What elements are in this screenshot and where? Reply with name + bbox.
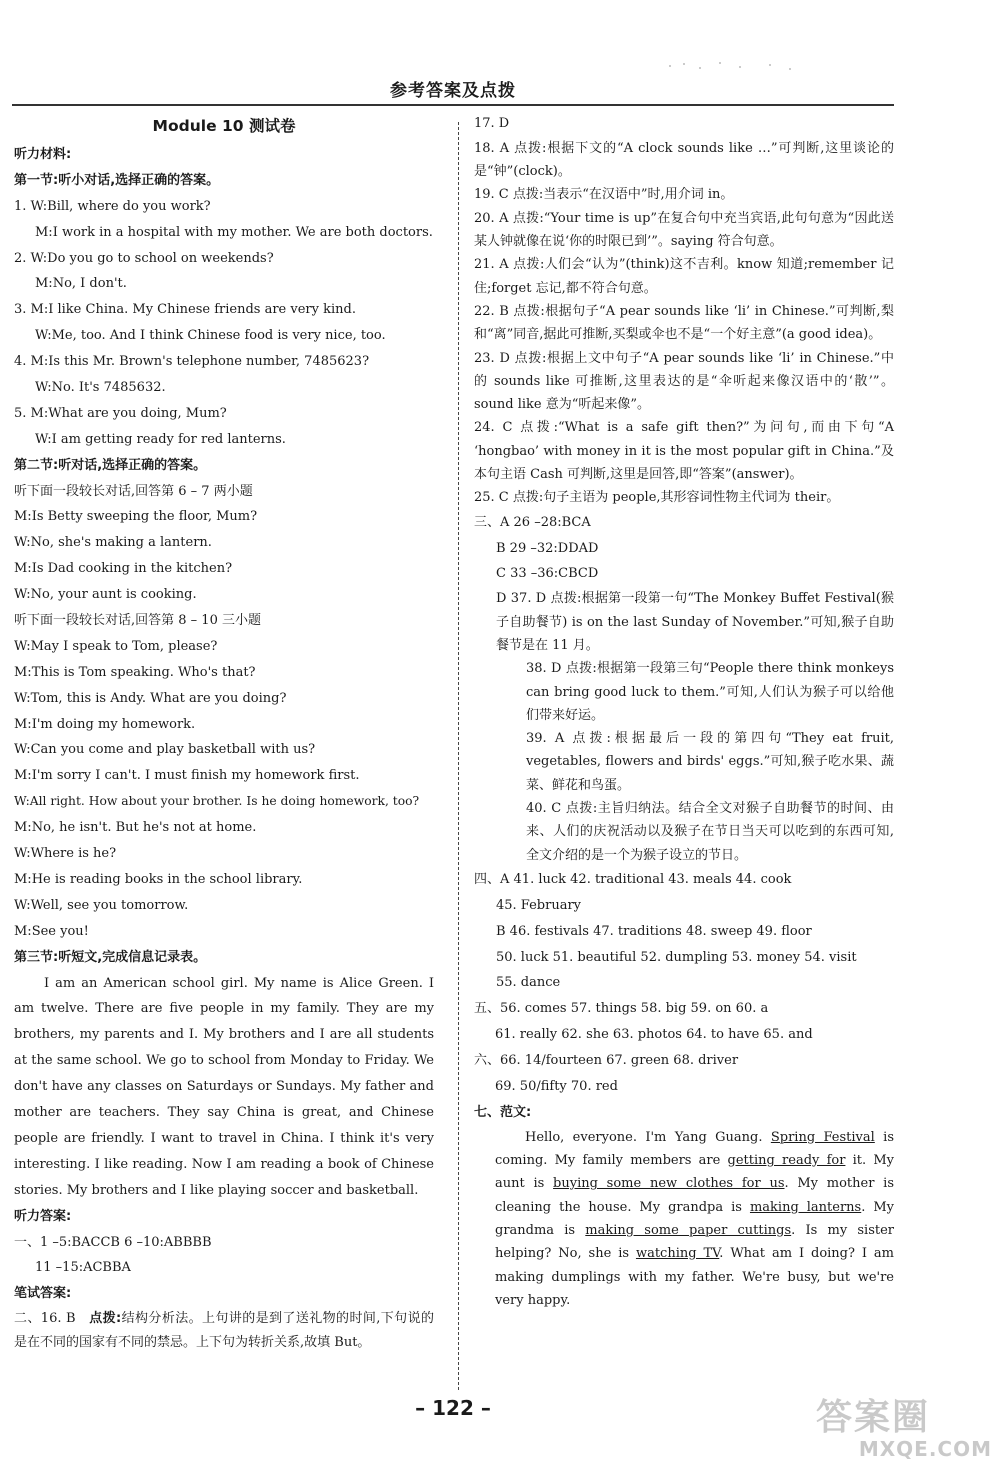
listening-answers-line: 一、1 –5:BACCB 6 –10:ABBBB (14, 1234, 212, 1250)
dialogue-line: W:Tom, this is Andy. What are you doing? (14, 690, 287, 706)
section-3c-answers: C 33 –36:CBCD (496, 566, 599, 582)
answer-number: 二、16. B (14, 1311, 76, 1327)
dialogue-line: 5. M:What are you doing, Mum? (14, 405, 227, 421)
section-4b-answers: B 46. festivals 47. traditions 48. sweep 49. floor (496, 923, 812, 939)
answer-21: 21. A 点拨:人们会“认为”(think)这不吉利。know 知道;remember 记住;forget 忘记,都不符合句意。 (474, 257, 894, 296)
section-4b-answers-cont: 50. luck 51. beautiful 52. dumpling 53. money 54. visit (496, 949, 857, 965)
essay-text: it. My aunt is (495, 1153, 894, 1192)
listening-answers-label: 听力答案: (14, 1208, 72, 1224)
dialogue-line: M:Is Dad cooking in the kitchen? (14, 561, 233, 577)
section-6-answers: 六、66. 14/fourteen 67. green 68. driver (474, 1053, 739, 1069)
dialogue-line: W:I am getting ready for red lanterns. (35, 431, 286, 447)
dialogue-line: M:No, I don't. (35, 276, 127, 292)
dialogue-line: M:I work in a hospital with my mother. We are both doctors. (35, 224, 433, 240)
section-4b-answers-cont: 55. dance (496, 975, 561, 991)
dialogue-line: W:May I speak to Tom, please? (14, 638, 218, 654)
answer-22: 22. B 点拨:根据句子“A pear sounds like ‘li’ in Chinese.”可判断,梨和“离”同音,据此可推断,买梨或伞也不是“一个好主意”(a good idea)。 (474, 303, 894, 343)
dialogue-line: W:Well, see you tomorrow. (14, 897, 189, 913)
header-rule (12, 104, 894, 106)
dialogue-line: W:Can you come and play basketball with us? (14, 742, 316, 758)
watermark-cn: 答案圈 (816, 1397, 931, 1438)
watermark-en: MXQE.COM (858, 1437, 992, 1461)
answer-16 (14, 1307, 434, 1354)
essay-text: Hello, everyone. I'm Yang Guang. (525, 1129, 771, 1145)
essay-text: . My grandma is (495, 1199, 894, 1238)
page-header: 参考答案及点拨 (390, 81, 516, 101)
dialogue-line: M:See you! (14, 923, 89, 939)
dialogue-line: 3. M:I like China. My Chinese friends are very kind. (14, 302, 356, 318)
listening-passage: I am an American school girl. My name is Alice Green. I am twelve. There are five people in my family. They are my brothers, my parents and I. My brothers and I are all students at the same school. We go to school from Monday to Friday. We don't have any classes on Saturdays or Sundays. My father and mother are teachers. They say China is great, and Chinese people are friendly. I want to travel in China. I think it's very interesting. I like reading. Now I am reading a book of Chinese stories. My brothers and I like playing soccer and basketball. (14, 975, 434, 1198)
answer-39: 39. A 点拨:根据最后一段的第四句“They eat fruit, vegetables, flowers and birds' eggs.”可知,猴子吃水果、蔬菜、鲜花和鸟蛋。 (526, 731, 894, 793)
dialogue-line: M:I'm doing my homework. (14, 716, 196, 732)
hint-label: 点拨: (89, 1311, 122, 1327)
dialogue-line: M:No, he isn't. But he's not at home. (14, 820, 257, 836)
dialogue-line: W:No. It's 7485632. (35, 380, 166, 396)
answer-19: 19. C 点拨:当表示“在汉语中”时,用介词 in。 (474, 187, 734, 203)
essay-text: . What am I doing? I am making dumplings with my father. We're busy, but we're very happy. (495, 1246, 895, 1308)
section-5-answers-cont: 61. really 62. she 63. photos 64. to have 65. and (495, 1027, 813, 1043)
section-4a-answers: 四、A 41. luck 42. traditional 43. meals 44. cook (474, 871, 792, 887)
dialogue-line: 4. M:Is this Mr. Brown's telephone number, 7485623? (14, 354, 370, 370)
dialogue-line: M:I'm sorry I can't. I must finish my homework first. (14, 768, 360, 784)
answer-20: 20. A 点拨:“Your time is up”在复合句中充当宾语,此句句意为“因此送某人钟就像在说‘你的时限已到’”。saying 符合句意。 (474, 210, 894, 250)
section-3a-answers: 三、A 26 –28:BCA (474, 514, 591, 530)
section-3-heading: 第三节:听短文,完成信息记录表。 (14, 949, 207, 965)
dialogue-line: M:Is Betty sweeping the floor, Mum? (14, 509, 258, 525)
dialogue-instruction: 听下面一段较长对话,回答第 6 – 7 两小题 (14, 483, 253, 499)
page-number: – 122 – (415, 1396, 491, 1420)
answer-38: 38. D 点拨:根据第一段第三句“People there think monkeys can bring good luck to them.”可知,人们认为猴子可以给他们带来好运。 (526, 661, 894, 723)
section-6-answers-cont: 69. 50/fifty 70. red (495, 1079, 618, 1094)
listening-material-label: 听力材料: (14, 147, 72, 162)
test-title: Module 10 测试卷 (152, 117, 296, 135)
essay-text: . My mother is cleaning the house. My grandpa is (495, 1176, 895, 1215)
answer-explanation: 结构分析法。上句讲的是到了送礼物的时间,下句说的是在不同的国家有不同的禁忌。上下句为转折关系,故填 But。 (14, 1311, 434, 1350)
dialogue-line: M:This is Tom speaking. Who's that? (14, 664, 256, 680)
dialogue-line: 2. W:Do you go to school on weekends? (14, 250, 274, 266)
scan-dot-decoration (640, 58, 900, 76)
listening-answers-line: 11 –15:ACBBA (35, 1260, 131, 1276)
answer-25: 25. C 点拨:句子主语为 people,其形容词性物主代词为 their。 (474, 490, 840, 506)
column-divider (458, 122, 459, 1390)
answer-18: 18. A 点拨:根据下文的“A clock sounds like …”可判断,这里谈论的是“钟”(clock)。 (474, 140, 894, 180)
essay-text: . Is my sister helping? No, she is (495, 1222, 895, 1262)
answer-17: 17. D (474, 116, 510, 131)
section-1-heading: 第一节:听小对话,选择正确的答案。 (14, 172, 220, 188)
essay-text: is coming. My family members are (495, 1129, 895, 1169)
essay-underlined-phrase: getting ready for (727, 1153, 846, 1169)
essay-underlined-phrase: watching TV (635, 1246, 720, 1262)
section-4a-answers-cont: 45. February (496, 897, 582, 913)
essay-underlined-phrase: making lanterns (749, 1199, 862, 1215)
answer-24: 24. C 点拨:“What is a safe gift then?”为问句,而由下句“A ‘hongbao’ with money in it is the most popular gift in China.”及本句主语 Cash 可判断,这里是回答,即“答案”(answer)。 (474, 420, 894, 483)
watermark-logo (816, 1398, 992, 1468)
dialogue-line: 1. W:Bill, where do you work? (14, 198, 211, 214)
model-essay-heading: 七、范文: (474, 1104, 532, 1120)
left-column (14, 111, 434, 1354)
right-column (474, 111, 894, 1312)
dialogue-line: W:Me, too. And I think Chinese food is very nice, too. (35, 328, 386, 344)
section-5-answers: 五、56. comes 57. things 58. big 59. on 60. a (474, 1001, 769, 1017)
dialogue-line: M:He is reading books in the school library. (14, 871, 303, 887)
written-answers-label: 笔试答案: (14, 1286, 72, 1302)
model-essay (474, 1126, 894, 1312)
dialogue-line: W:Where is he? (14, 846, 117, 862)
answer-37: D 37. D 点拨:根据第一段第一句“The Monkey Buffet Festival(猴子自助餐节) is on the last Sunday of November.”可知,猴子自助餐节是在 11 月。 (496, 591, 894, 653)
section-2-heading: 第二节:听对话,选择正确的答案。 (14, 457, 207, 473)
dialogue-line: W:No, she's making a lantern. (14, 535, 212, 551)
essay-underlined-phrase: Spring Festival (770, 1129, 875, 1145)
answer-23: 23. D 点拨:根据上文中句子“A pear sounds like ‘li’ in Chinese.”中的 sounds like 可推断,这里表达的是“伞听起来像汉语中的‘散’”。sound like 意为“听起来像”。 (474, 350, 894, 413)
dialogue-line: W:No, your aunt is cooking. (14, 587, 197, 603)
dialogue-instruction: 听下面一段较长对话,回答第 8 – 10 三小题 (14, 613, 261, 629)
dialogue-line: W:All right. How about your brother. Is he doing homework, too? (14, 794, 420, 809)
essay-underlined-phrase: buying some new clothes for us (553, 1176, 785, 1192)
section-3b-answers: B 29 –32:DDAD (496, 540, 599, 556)
answer-40: 40. C 点拨:主旨归纳法。结合全文对猴子自助餐节的时间、由来、人们的庆祝活动以及猴子在节日当天可以吃到的东西可知,全文介绍的是一个为猴子设立的节日。 (526, 800, 894, 863)
essay-underlined-phrase: making some paper cuttings (585, 1222, 792, 1238)
